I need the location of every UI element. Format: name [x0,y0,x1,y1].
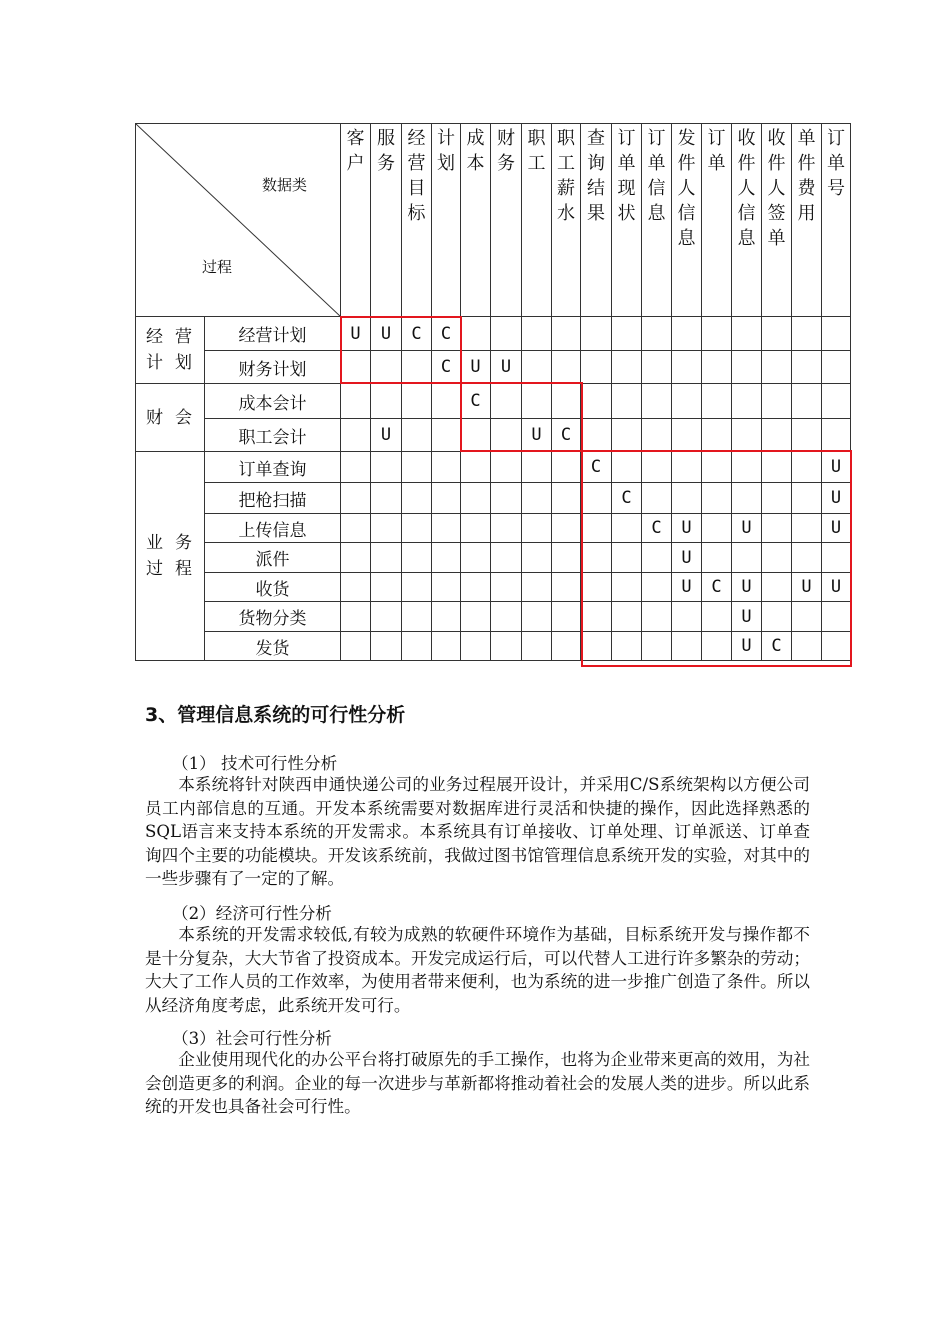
matrix-cell [672,317,702,351]
matrix-cell [581,419,612,452]
column-header [581,124,612,317]
matrix-cell [612,317,642,351]
column-header [792,124,822,317]
matrix-cell [552,514,581,543]
process-label: 职工会计 [205,419,341,452]
matrix-cell [762,543,792,573]
matrix-cell [672,483,702,514]
matrix-cell [402,602,432,632]
matrix-corner-cell [136,124,341,317]
social-paragraph [145,1048,810,1119]
matrix-cell [552,543,581,573]
matrix-cell [612,419,642,452]
matrix-cell [612,384,642,419]
matrix-cell [522,351,552,384]
matrix-cell [702,317,732,351]
matrix-cell [402,419,432,452]
matrix-cell: C [402,317,432,351]
matrix-cell [341,384,371,419]
matrix-cell [581,573,612,602]
matrix-cell [461,602,491,632]
column-header [762,124,792,317]
matrix-cell [822,419,851,452]
matrix-cell [371,543,402,573]
matrix-cell [642,384,672,419]
column-header [612,124,642,317]
table-row [136,351,851,384]
matrix-cell [552,602,581,632]
matrix-cell [552,317,581,351]
matrix-cell [371,483,402,514]
matrix-cell [642,452,672,483]
matrix-cell [672,632,702,661]
column-header [552,124,581,317]
matrix-cell: U [732,602,762,632]
matrix-cell [612,632,642,661]
matrix-cell [432,573,461,602]
matrix-cell [491,543,522,573]
column-header-label: 订单现状 [617,128,636,224]
process-label: 订单查询 [205,452,341,483]
group-label: 业务过程 [136,452,205,661]
corner-label-process: 过程 [202,258,233,276]
matrix-cell: U [822,573,851,602]
matrix-cell [822,543,851,573]
matrix-cell [822,602,851,632]
column-header [341,124,371,317]
process-label: 经营计划 [205,317,341,351]
matrix-cell [432,543,461,573]
group-label: 财会 [136,384,205,452]
matrix-cell: C [432,317,461,351]
matrix-cell [581,514,612,543]
matrix-cell [732,351,762,384]
matrix-cell [672,419,702,452]
matrix-cell: U [822,514,851,543]
column-header [522,124,552,317]
matrix-cell [792,419,822,452]
matrix-cell [642,632,672,661]
matrix-cell [732,419,762,452]
matrix-cell [491,514,522,543]
matrix-cell [341,543,371,573]
process-label: 收货 [205,573,341,602]
matrix-cell [432,632,461,661]
matrix-cell [792,602,822,632]
matrix-cell [762,602,792,632]
matrix-cell [732,543,762,573]
matrix-cell [461,514,491,543]
table-row [136,543,851,573]
matrix-cell [461,632,491,661]
matrix-cell [461,483,491,514]
table-row [136,632,851,661]
matrix-cell [732,317,762,351]
matrix-cell [491,632,522,661]
matrix-cell [792,632,822,661]
matrix-cell: U [461,351,491,384]
matrix-cell [762,573,792,602]
matrix-cell [522,452,552,483]
matrix-cell: C [702,573,732,602]
matrix-cell: U [792,573,822,602]
column-header-label: 订单信息 [647,128,666,224]
matrix-cell: U [522,419,552,452]
matrix-cell [642,351,672,384]
column-header-label: 客户 [346,128,365,174]
column-header [491,124,522,317]
matrix-cell [702,419,732,452]
column-header [642,124,672,317]
matrix-cell [552,632,581,661]
column-header-label: 财务 [497,128,515,174]
matrix-cell [371,452,402,483]
matrix-cell: U [822,483,851,514]
matrix-cell: C [581,452,612,483]
matrix-cell [341,351,371,384]
matrix-cell [792,483,822,514]
matrix-cell [702,514,732,543]
matrix-cell: U [822,452,851,483]
social-text: 企业使用现代化的办公平台将打破原先的手工操作，也将为企业带来更高的效用，为社会创造更多的利润。企业的每一次进步与革新都将推动着社会的发展人类的进步。所以此系统的开发也具备社会可行性。 [145,1050,810,1117]
matrix-cell [642,483,672,514]
tech-paragraph [145,773,810,891]
matrix-cell [642,602,672,632]
matrix-cell [702,543,732,573]
table-row [136,514,851,543]
column-header-label: 计划 [437,128,455,174]
matrix-cell: U [732,632,762,661]
matrix-cell [522,602,552,632]
column-header-label: 查询结果 [587,128,605,224]
matrix-cell [432,602,461,632]
matrix-cell [522,632,552,661]
column-header [402,124,432,317]
matrix-cell: U [732,573,762,602]
matrix-cell: U [672,514,702,543]
matrix-cell [491,317,522,351]
column-header-label: 成本 [466,128,485,174]
matrix-cell [402,543,432,573]
tech-heading: （1） 技术可行性分析 [172,754,338,773]
matrix-cell [402,452,432,483]
matrix-cell [792,452,822,483]
matrix-cell [762,514,792,543]
uc-matrix-wrapper [135,123,851,667]
matrix-cell [762,351,792,384]
matrix-cell [762,483,792,514]
matrix-cell [581,543,612,573]
matrix-cell [792,514,822,543]
matrix-cell [642,573,672,602]
matrix-cell [522,573,552,602]
matrix-cell [762,452,792,483]
matrix-cell [341,419,371,452]
tech-text: 本系统将针对陕西申通快递公司的业务过程展开设计，并采用C/S系统架构以方便公司员工内部信息的互通。开发本系统需要对数据库进行灵活和快捷的操作，因此选择熟悉的SQL语言来支持本系统的开发需求。本系统具有订单接收、订单处理、订单派送、订单查询四个主要的功能模块。开发该系统前，我做过图书馆管理信息系统开发的实验，对其中的一些步骤有了一定的了解。 [145,775,810,889]
matrix-cell [581,351,612,384]
matrix-cell [702,602,732,632]
matrix-cell [461,543,491,573]
process-label: 成本会计 [205,384,341,419]
social-heading: （3）社会可行性分析 [172,1029,332,1048]
column-header-label: 订单号 [827,128,845,199]
matrix-cell: C [762,632,792,661]
matrix-cell [672,602,702,632]
matrix-cell [341,514,371,543]
matrix-cell [402,351,432,384]
matrix-cell: C [642,514,672,543]
matrix-cell [552,351,581,384]
matrix-cell [402,483,432,514]
matrix-cell [612,452,642,483]
column-header [672,124,702,317]
matrix-cell [581,602,612,632]
matrix-cell [612,602,642,632]
matrix-cell [432,419,461,452]
process-label: 上传信息 [205,514,341,543]
matrix-cell [552,384,581,419]
matrix-cell [552,452,581,483]
matrix-cell [341,602,371,632]
column-header-label: 收件人签单 [767,128,786,249]
econ-text: 本系统的开发需求较低,有较为成熟的软硬件环境作为基础，目标系统开发与操作都不是十分复杂，大大节省了投资成本。开发完成运行后，可以代替人工进行许多繁杂的劳动；大大了工作人员的工作效率，为使用者带来便利，也为系统的进一步推广创造了条件。所以从经济角度考虑，此系统开发可行。 [145,925,810,1015]
matrix-cell [732,452,762,483]
matrix-cell [491,602,522,632]
matrix-cell [822,384,851,419]
matrix-cell [341,573,371,602]
matrix-cell [371,384,402,419]
matrix-cell [702,384,732,419]
matrix-cell [552,573,581,602]
matrix-cell [642,317,672,351]
matrix-cell [371,351,402,384]
matrix-cell [732,483,762,514]
process-label: 把枪扫描 [205,483,341,514]
matrix-cell [371,573,402,602]
matrix-cell [522,543,552,573]
matrix-cell: U [732,514,762,543]
matrix-cell [762,419,792,452]
column-header [461,124,491,317]
table-row [136,384,851,419]
matrix-cell [402,573,432,602]
matrix-cell [732,384,762,419]
matrix-cell [522,514,552,543]
column-header [432,124,461,317]
matrix-cell [371,632,402,661]
uc-matrix-table [135,123,851,661]
column-header-label: 服务 [377,128,395,174]
matrix-cell [762,384,792,419]
matrix-cell [371,514,402,543]
matrix-cell: U [672,573,702,602]
matrix-cell [581,632,612,661]
matrix-cell [822,317,851,351]
process-label: 货物分类 [205,602,341,632]
column-header-label: 发件人信息 [677,128,696,249]
matrix-cell [822,632,851,661]
matrix-cell: C [552,419,581,452]
matrix-cell [792,317,822,351]
matrix-cell: C [612,483,642,514]
matrix-cell [522,483,552,514]
table-row [136,483,851,514]
matrix-cell [491,419,522,452]
table-row [136,317,851,351]
matrix-cell: C [461,384,491,419]
table-row [136,573,851,602]
corner-label-data-class: 数据类 [262,176,308,194]
column-header [702,124,732,317]
matrix-cell [522,317,552,351]
matrix-cell: U [371,317,402,351]
matrix-cell [612,573,642,602]
matrix-cell: U [341,317,371,351]
matrix-cell [792,351,822,384]
matrix-cell [432,384,461,419]
matrix-cell [642,543,672,573]
matrix-cell [612,514,642,543]
group-label: 经营计划 [136,317,205,384]
matrix-cell [672,384,702,419]
matrix-cell [461,419,491,452]
matrix-cell [702,483,732,514]
matrix-cell [822,351,851,384]
process-label: 派件 [205,543,341,573]
matrix-cell [341,632,371,661]
diagonal-line [136,124,341,317]
matrix-cell [522,384,552,419]
column-header-label: 职工 [527,128,546,174]
matrix-cell: U [491,351,522,384]
econ-paragraph [145,923,810,1017]
matrix-cell [612,543,642,573]
matrix-cell: U [672,543,702,573]
matrix-cell [491,452,522,483]
table-row [136,602,851,632]
matrix-cell [612,351,642,384]
matrix-cell [672,452,702,483]
matrix-cell: U [371,419,402,452]
matrix-cell [491,483,522,514]
matrix-cell: C [432,351,461,384]
matrix-cell [702,632,732,661]
matrix-cell [341,452,371,483]
matrix-cell [402,384,432,419]
matrix-cell [461,573,491,602]
matrix-cell [792,384,822,419]
process-label: 财务计划 [205,351,341,384]
matrix-cell [461,317,491,351]
matrix-cell [402,632,432,661]
matrix-cell [432,483,461,514]
matrix-cell [402,514,432,543]
matrix-cell [461,452,491,483]
process-label: 发货 [205,632,341,661]
matrix-cell [491,384,522,419]
matrix-cell [702,351,732,384]
matrix-cell [432,514,461,543]
matrix-cell [491,573,522,602]
section-title: 3、管理信息系统的可行性分析 [145,704,406,726]
matrix-cell [642,419,672,452]
matrix-cell [702,452,732,483]
column-header-label: 单件费用 [797,128,816,224]
matrix-cell [581,384,612,419]
matrix-cell [581,317,612,351]
column-header-label: 经营目标 [407,128,426,224]
column-header-label: 收件人信息 [737,128,756,249]
column-header [732,124,762,317]
matrix-cell [341,483,371,514]
table-row [136,452,851,483]
column-header-label: 订单 [707,128,726,174]
column-header [822,124,851,317]
matrix-cell [552,483,581,514]
column-header [371,124,402,317]
matrix-cell [792,543,822,573]
matrix-cell [581,483,612,514]
column-header-label: 职工薪水 [557,128,575,224]
matrix-cell [672,351,702,384]
econ-heading: （2）经济可行性分析 [172,904,332,923]
table-row [136,419,851,452]
matrix-cell [762,317,792,351]
matrix-cell [371,602,402,632]
matrix-cell [432,452,461,483]
